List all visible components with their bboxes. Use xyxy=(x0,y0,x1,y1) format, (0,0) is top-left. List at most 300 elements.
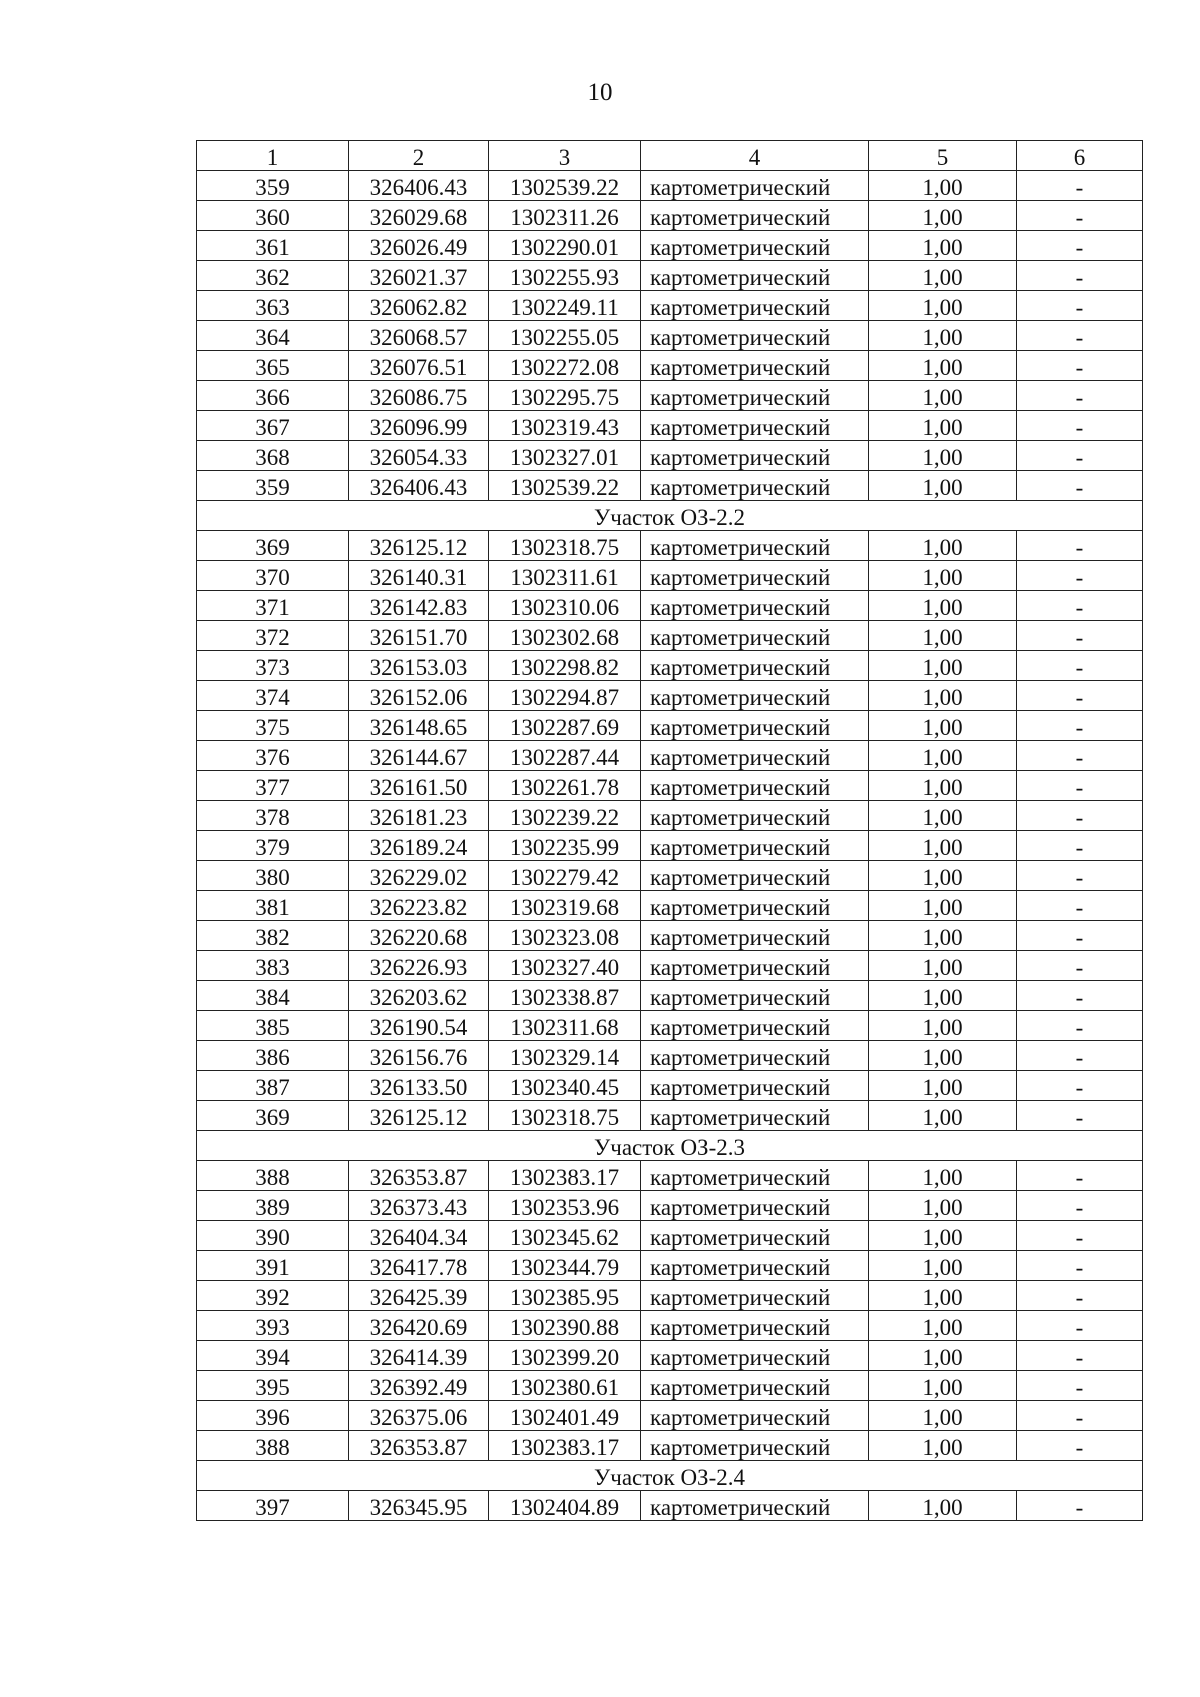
point-number-cell: 396 xyxy=(197,1401,349,1431)
point-number-cell: 364 xyxy=(197,321,349,351)
point-number-cell: 392 xyxy=(197,1281,349,1311)
coordinate-x-cell: 326062.82 xyxy=(349,291,489,321)
table-row xyxy=(197,1011,1143,1041)
point-number-cell: 372 xyxy=(197,621,349,651)
note-cell: - xyxy=(1017,981,1143,1011)
accuracy-cell: 1,00 xyxy=(869,1431,1017,1461)
method-cell: картометрический xyxy=(641,591,869,621)
coordinate-x-cell: 326189.24 xyxy=(349,831,489,861)
method-cell: картометрический xyxy=(641,1071,869,1101)
accuracy-cell: 1,00 xyxy=(869,1161,1017,1191)
point-number-cell: 374 xyxy=(197,681,349,711)
coordinate-x-cell: 326353.87 xyxy=(349,1161,489,1191)
accuracy-cell: 1,00 xyxy=(869,1221,1017,1251)
coordinate-x-cell: 326220.68 xyxy=(349,921,489,951)
header-row xyxy=(197,141,1143,171)
accuracy-cell: 1,00 xyxy=(869,981,1017,1011)
table-row xyxy=(197,441,1143,471)
accuracy-cell: 1,00 xyxy=(869,561,1017,591)
coordinate-x-cell: 326068.57 xyxy=(349,321,489,351)
point-number-cell: 373 xyxy=(197,651,349,681)
note-cell: - xyxy=(1017,1071,1143,1101)
coordinate-x-cell: 326153.03 xyxy=(349,651,489,681)
point-number-cell: 368 xyxy=(197,441,349,471)
coordinate-y-cell: 1302318.75 xyxy=(489,1101,641,1131)
note-cell: - xyxy=(1017,381,1143,411)
coordinate-x-cell: 326181.23 xyxy=(349,801,489,831)
note-cell: - xyxy=(1017,291,1143,321)
method-cell: картометрический xyxy=(641,321,869,351)
coordinate-y-cell: 1302287.44 xyxy=(489,741,641,771)
method-cell: картометрический xyxy=(641,771,869,801)
note-cell: - xyxy=(1017,621,1143,651)
header-cell: 5 xyxy=(869,141,1017,171)
point-number-cell: 383 xyxy=(197,951,349,981)
coordinate-y-cell: 1302272.08 xyxy=(489,351,641,381)
method-cell: картометрический xyxy=(641,201,869,231)
coordinate-y-cell: 1302318.75 xyxy=(489,531,641,561)
method-cell: картометрический xyxy=(641,1161,869,1191)
coordinate-y-cell: 1302340.45 xyxy=(489,1071,641,1101)
coordinate-y-cell: 1302287.69 xyxy=(489,711,641,741)
table-row xyxy=(197,1431,1143,1461)
point-number-cell: 359 xyxy=(197,471,349,501)
point-number-cell: 389 xyxy=(197,1191,349,1221)
coordinate-x-cell: 326420.69 xyxy=(349,1311,489,1341)
method-cell: картометрический xyxy=(641,531,869,561)
point-number-cell: 388 xyxy=(197,1161,349,1191)
coordinate-x-cell: 326125.12 xyxy=(349,531,489,561)
note-cell: - xyxy=(1017,1251,1143,1281)
method-cell: картометрический xyxy=(641,1431,869,1461)
accuracy-cell: 1,00 xyxy=(869,1491,1017,1521)
table-row xyxy=(197,591,1143,621)
coordinate-x-cell: 326226.93 xyxy=(349,951,489,981)
accuracy-cell: 1,00 xyxy=(869,261,1017,291)
note-cell: - xyxy=(1017,1161,1143,1191)
note-cell: - xyxy=(1017,261,1143,291)
note-cell: - xyxy=(1017,651,1143,681)
method-cell: картометрический xyxy=(641,381,869,411)
coordinate-x-cell: 326345.95 xyxy=(349,1491,489,1521)
coordinate-y-cell: 1302353.96 xyxy=(489,1191,641,1221)
coordinate-y-cell: 1302383.17 xyxy=(489,1431,641,1461)
point-number-cell: 387 xyxy=(197,1071,349,1101)
point-number-cell: 369 xyxy=(197,1101,349,1131)
coordinate-y-cell: 1302311.26 xyxy=(489,201,641,231)
point-number-cell: 363 xyxy=(197,291,349,321)
coordinate-y-cell: 1302235.99 xyxy=(489,831,641,861)
table-row xyxy=(197,921,1143,951)
point-number-cell: 382 xyxy=(197,921,349,951)
note-cell: - xyxy=(1017,321,1143,351)
coordinate-y-cell: 1302294.87 xyxy=(489,681,641,711)
table-row xyxy=(197,681,1143,711)
page-number: 10 xyxy=(587,79,613,106)
coordinate-x-cell: 326375.06 xyxy=(349,1401,489,1431)
coordinate-y-cell: 1302385.95 xyxy=(489,1281,641,1311)
note-cell: - xyxy=(1017,1011,1143,1041)
accuracy-cell: 1,00 xyxy=(869,201,1017,231)
coordinate-y-cell: 1302310.06 xyxy=(489,591,641,621)
note-cell: - xyxy=(1017,951,1143,981)
coordinate-y-cell: 1302279.42 xyxy=(489,861,641,891)
note-cell: - xyxy=(1017,861,1143,891)
accuracy-cell: 1,00 xyxy=(869,321,1017,351)
coordinate-y-cell: 1302380.61 xyxy=(489,1371,641,1401)
coordinate-y-cell: 1302302.68 xyxy=(489,621,641,651)
coordinate-y-cell: 1302319.43 xyxy=(489,411,641,441)
table-row xyxy=(197,1071,1143,1101)
table-row xyxy=(197,1371,1143,1401)
method-cell: картометрический xyxy=(641,1191,869,1221)
coordinate-x-cell: 326406.43 xyxy=(349,471,489,501)
method-cell: картометрический xyxy=(641,231,869,261)
method-cell: картометрический xyxy=(641,1341,869,1371)
point-number-cell: 376 xyxy=(197,741,349,771)
method-cell: картометрический xyxy=(641,261,869,291)
table-row xyxy=(197,201,1143,231)
accuracy-cell: 1,00 xyxy=(869,441,1017,471)
accuracy-cell: 1,00 xyxy=(869,291,1017,321)
note-cell: - xyxy=(1017,681,1143,711)
table-row xyxy=(197,291,1143,321)
table-row xyxy=(197,1491,1143,1521)
note-cell: - xyxy=(1017,801,1143,831)
table-row xyxy=(197,231,1143,261)
point-number-cell: 384 xyxy=(197,981,349,1011)
table-row xyxy=(197,411,1143,441)
note-cell: - xyxy=(1017,351,1143,381)
point-number-cell: 390 xyxy=(197,1221,349,1251)
method-cell: картометрический xyxy=(641,291,869,321)
method-cell: картометрический xyxy=(641,711,869,741)
note-cell: - xyxy=(1017,591,1143,621)
accuracy-cell: 1,00 xyxy=(869,411,1017,441)
accuracy-cell: 1,00 xyxy=(869,381,1017,411)
table-row xyxy=(197,1311,1143,1341)
note-cell: - xyxy=(1017,831,1143,861)
point-number-cell: 366 xyxy=(197,381,349,411)
table-row xyxy=(197,1161,1143,1191)
table-row xyxy=(197,561,1143,591)
table-row xyxy=(197,321,1143,351)
section-row xyxy=(197,501,1143,531)
section-title: Участок ОЗ-2.3 xyxy=(197,1131,1143,1161)
coordinate-y-cell: 1302404.89 xyxy=(489,1491,641,1521)
point-number-cell: 394 xyxy=(197,1341,349,1371)
method-cell: картометрический xyxy=(641,651,869,681)
section-row xyxy=(197,1461,1143,1491)
note-cell: - xyxy=(1017,1431,1143,1461)
point-number-cell: 395 xyxy=(197,1371,349,1401)
method-cell: картометрический xyxy=(641,741,869,771)
table-row xyxy=(197,1341,1143,1371)
point-number-cell: 371 xyxy=(197,591,349,621)
point-number-cell: 386 xyxy=(197,1041,349,1071)
accuracy-cell: 1,00 xyxy=(869,1041,1017,1071)
coordinate-y-cell: 1302261.78 xyxy=(489,771,641,801)
point-number-cell: 380 xyxy=(197,861,349,891)
accuracy-cell: 1,00 xyxy=(869,351,1017,381)
method-cell: картометрический xyxy=(641,1251,869,1281)
coordinate-y-cell: 1302383.17 xyxy=(489,1161,641,1191)
coordinate-x-cell: 326223.82 xyxy=(349,891,489,921)
accuracy-cell: 1,00 xyxy=(869,1251,1017,1281)
table-row xyxy=(197,831,1143,861)
method-cell: картометрический xyxy=(641,981,869,1011)
table-row xyxy=(197,471,1143,501)
note-cell: - xyxy=(1017,1491,1143,1521)
accuracy-cell: 1,00 xyxy=(869,1311,1017,1341)
coordinate-x-cell: 326229.02 xyxy=(349,861,489,891)
method-cell: картометрический xyxy=(641,441,869,471)
header-cell: 2 xyxy=(349,141,489,171)
coordinate-x-cell: 326373.43 xyxy=(349,1191,489,1221)
coordinate-x-cell: 326054.33 xyxy=(349,441,489,471)
accuracy-cell: 1,00 xyxy=(869,1101,1017,1131)
coordinate-x-cell: 326029.68 xyxy=(349,201,489,231)
accuracy-cell: 1,00 xyxy=(869,771,1017,801)
accuracy-cell: 1,00 xyxy=(869,651,1017,681)
point-number-cell: 361 xyxy=(197,231,349,261)
accuracy-cell: 1,00 xyxy=(869,171,1017,201)
coordinate-y-cell: 1302255.93 xyxy=(489,261,641,291)
section-title: Участок ОЗ-2.2 xyxy=(197,501,1143,531)
method-cell: картометрический xyxy=(641,681,869,711)
table-row xyxy=(197,651,1143,681)
note-cell: - xyxy=(1017,1341,1143,1371)
coordinate-y-cell: 1302255.05 xyxy=(489,321,641,351)
note-cell: - xyxy=(1017,1191,1143,1221)
coordinate-x-cell: 326392.49 xyxy=(349,1371,489,1401)
coordinate-y-cell: 1302327.40 xyxy=(489,951,641,981)
method-cell: картометрический xyxy=(641,351,869,381)
table-row xyxy=(197,981,1143,1011)
table-row xyxy=(197,1281,1143,1311)
table-row xyxy=(197,741,1143,771)
method-cell: картометрический xyxy=(641,1221,869,1251)
table-row xyxy=(197,1401,1143,1431)
accuracy-cell: 1,00 xyxy=(869,921,1017,951)
accuracy-cell: 1,00 xyxy=(869,741,1017,771)
coordinate-x-cell: 326406.43 xyxy=(349,171,489,201)
coordinate-y-cell: 1302539.22 xyxy=(489,471,641,501)
point-number-cell: 378 xyxy=(197,801,349,831)
method-cell: картометрический xyxy=(641,1281,869,1311)
coordinates-table xyxy=(196,140,1143,1521)
coordinate-x-cell: 326404.34 xyxy=(349,1221,489,1251)
table-row xyxy=(197,381,1143,411)
coordinate-x-cell: 326096.99 xyxy=(349,411,489,441)
method-cell: картометрический xyxy=(641,861,869,891)
coordinate-y-cell: 1302327.01 xyxy=(489,441,641,471)
method-cell: картометрический xyxy=(641,951,869,981)
table-row xyxy=(197,1191,1143,1221)
accuracy-cell: 1,00 xyxy=(869,471,1017,501)
coordinate-x-cell: 326133.50 xyxy=(349,1071,489,1101)
table-row xyxy=(197,711,1143,741)
point-number-cell: 385 xyxy=(197,1011,349,1041)
table-row xyxy=(197,951,1143,981)
coordinate-x-cell: 326414.39 xyxy=(349,1341,489,1371)
note-cell: - xyxy=(1017,1101,1143,1131)
note-cell: - xyxy=(1017,921,1143,951)
coordinate-x-cell: 326156.76 xyxy=(349,1041,489,1071)
coordinate-y-cell: 1302319.68 xyxy=(489,891,641,921)
coordinate-y-cell: 1302298.82 xyxy=(489,651,641,681)
coordinate-x-cell: 326425.39 xyxy=(349,1281,489,1311)
point-number-cell: 388 xyxy=(197,1431,349,1461)
note-cell: - xyxy=(1017,471,1143,501)
point-number-cell: 391 xyxy=(197,1251,349,1281)
accuracy-cell: 1,00 xyxy=(869,861,1017,891)
table-row xyxy=(197,1041,1143,1071)
point-number-cell: 370 xyxy=(197,561,349,591)
coordinate-x-cell: 326125.12 xyxy=(349,1101,489,1131)
method-cell: картометрический xyxy=(641,471,869,501)
note-cell: - xyxy=(1017,201,1143,231)
coordinate-x-cell: 326161.50 xyxy=(349,771,489,801)
coordinate-y-cell: 1302401.49 xyxy=(489,1401,641,1431)
note-cell: - xyxy=(1017,531,1143,561)
coordinate-x-cell: 326417.78 xyxy=(349,1251,489,1281)
point-number-cell: 369 xyxy=(197,531,349,561)
point-number-cell: 393 xyxy=(197,1311,349,1341)
table-row xyxy=(197,531,1143,561)
accuracy-cell: 1,00 xyxy=(869,1191,1017,1221)
coordinate-x-cell: 326144.67 xyxy=(349,741,489,771)
header-cell: 4 xyxy=(641,141,869,171)
accuracy-cell: 1,00 xyxy=(869,681,1017,711)
table-row xyxy=(197,861,1143,891)
point-number-cell: 377 xyxy=(197,771,349,801)
accuracy-cell: 1,00 xyxy=(869,621,1017,651)
note-cell: - xyxy=(1017,171,1143,201)
note-cell: - xyxy=(1017,771,1143,801)
note-cell: - xyxy=(1017,891,1143,921)
method-cell: картометрический xyxy=(641,831,869,861)
coordinate-x-cell: 326021.37 xyxy=(349,261,489,291)
method-cell: картометрический xyxy=(641,1041,869,1071)
coordinate-y-cell: 1302338.87 xyxy=(489,981,641,1011)
table-row xyxy=(197,771,1143,801)
accuracy-cell: 1,00 xyxy=(869,711,1017,741)
accuracy-cell: 1,00 xyxy=(869,1371,1017,1401)
method-cell: картометрический xyxy=(641,411,869,441)
coordinate-y-cell: 1302311.68 xyxy=(489,1011,641,1041)
point-number-cell: 379 xyxy=(197,831,349,861)
header-cell: 1 xyxy=(197,141,349,171)
table-row xyxy=(197,351,1143,381)
coordinate-y-cell: 1302323.08 xyxy=(489,921,641,951)
table-body xyxy=(197,141,1143,1521)
accuracy-cell: 1,00 xyxy=(869,801,1017,831)
table-row xyxy=(197,1251,1143,1281)
method-cell: картометрический xyxy=(641,1011,869,1041)
note-cell: - xyxy=(1017,441,1143,471)
method-cell: картометрический xyxy=(641,921,869,951)
coordinate-x-cell: 326140.31 xyxy=(349,561,489,591)
accuracy-cell: 1,00 xyxy=(869,1071,1017,1101)
header-cell: 6 xyxy=(1017,141,1143,171)
method-cell: картометрический xyxy=(641,561,869,591)
accuracy-cell: 1,00 xyxy=(869,951,1017,981)
accuracy-cell: 1,00 xyxy=(869,591,1017,621)
section-row xyxy=(197,1131,1143,1161)
table-row xyxy=(197,261,1143,291)
table-row xyxy=(197,621,1143,651)
point-number-cell: 360 xyxy=(197,201,349,231)
coordinate-y-cell: 1302539.22 xyxy=(489,171,641,201)
point-number-cell: 381 xyxy=(197,891,349,921)
point-number-cell: 359 xyxy=(197,171,349,201)
note-cell: - xyxy=(1017,1401,1143,1431)
table-row xyxy=(197,891,1143,921)
accuracy-cell: 1,00 xyxy=(869,1401,1017,1431)
coordinate-y-cell: 1302344.79 xyxy=(489,1251,641,1281)
method-cell: картометрический xyxy=(641,1371,869,1401)
coordinate-y-cell: 1302329.14 xyxy=(489,1041,641,1071)
coordinate-x-cell: 326086.75 xyxy=(349,381,489,411)
method-cell: картометрический xyxy=(641,1311,869,1341)
accuracy-cell: 1,00 xyxy=(869,231,1017,261)
coordinate-x-cell: 326142.83 xyxy=(349,591,489,621)
point-number-cell: 397 xyxy=(197,1491,349,1521)
note-cell: - xyxy=(1017,1371,1143,1401)
method-cell: картометрический xyxy=(641,171,869,201)
method-cell: картометрический xyxy=(641,1491,869,1521)
table-row xyxy=(197,1101,1143,1131)
coordinate-y-cell: 1302290.01 xyxy=(489,231,641,261)
coordinate-y-cell: 1302345.62 xyxy=(489,1221,641,1251)
point-number-cell: 375 xyxy=(197,711,349,741)
coordinate-x-cell: 326190.54 xyxy=(349,1011,489,1041)
method-cell: картометрический xyxy=(641,1101,869,1131)
coordinate-y-cell: 1302311.61 xyxy=(489,561,641,591)
note-cell: - xyxy=(1017,741,1143,771)
method-cell: картометрический xyxy=(641,801,869,831)
accuracy-cell: 1,00 xyxy=(869,831,1017,861)
accuracy-cell: 1,00 xyxy=(869,1281,1017,1311)
point-number-cell: 367 xyxy=(197,411,349,441)
note-cell: - xyxy=(1017,1041,1143,1071)
method-cell: картометрический xyxy=(641,1401,869,1431)
coordinate-y-cell: 1302249.11 xyxy=(489,291,641,321)
section-title: Участок ОЗ-2.4 xyxy=(197,1461,1143,1491)
coordinate-x-cell: 326203.62 xyxy=(349,981,489,1011)
accuracy-cell: 1,00 xyxy=(869,1341,1017,1371)
coordinate-x-cell: 326026.49 xyxy=(349,231,489,261)
coordinate-x-cell: 326152.06 xyxy=(349,681,489,711)
header-cell: 3 xyxy=(489,141,641,171)
table-row xyxy=(197,1221,1143,1251)
method-cell: картометрический xyxy=(641,891,869,921)
accuracy-cell: 1,00 xyxy=(869,531,1017,561)
note-cell: - xyxy=(1017,1311,1143,1341)
coordinate-y-cell: 1302239.22 xyxy=(489,801,641,831)
table-row xyxy=(197,801,1143,831)
coordinate-x-cell: 326076.51 xyxy=(349,351,489,381)
note-cell: - xyxy=(1017,231,1143,261)
note-cell: - xyxy=(1017,711,1143,741)
coordinate-y-cell: 1302295.75 xyxy=(489,381,641,411)
note-cell: - xyxy=(1017,1221,1143,1251)
accuracy-cell: 1,00 xyxy=(869,891,1017,921)
point-number-cell: 365 xyxy=(197,351,349,381)
note-cell: - xyxy=(1017,1281,1143,1311)
point-number-cell: 362 xyxy=(197,261,349,291)
